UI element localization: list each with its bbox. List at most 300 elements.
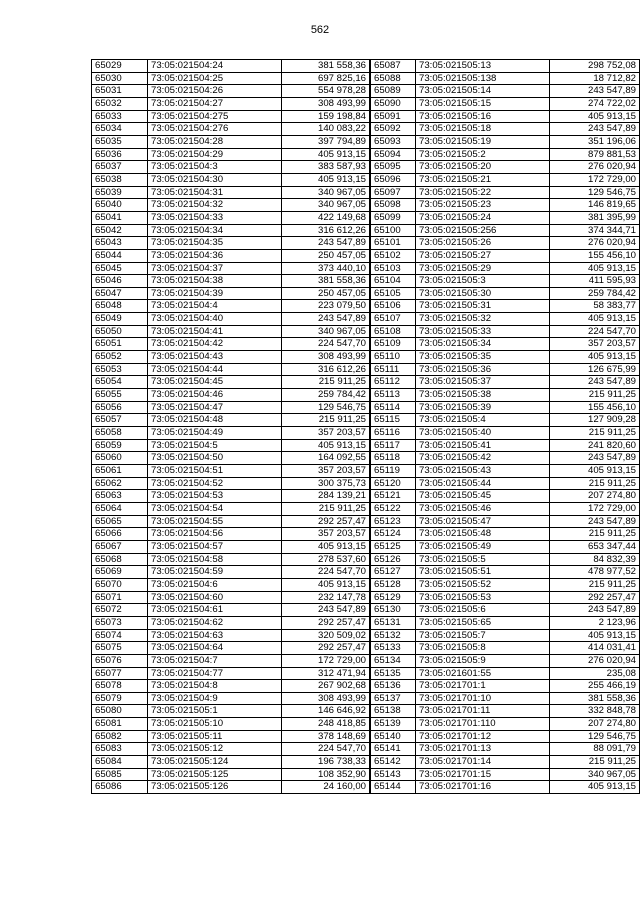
- cadastral-number: 73:05:021504:26: [148, 85, 282, 98]
- table-row: [371, 490, 640, 503]
- table-row: [371, 325, 640, 338]
- cadastral-number: 73:05:021505:33: [416, 325, 550, 338]
- cadastral-number: 73:05:021505:34: [416, 338, 550, 351]
- cadastral-value: 248 418,85: [282, 718, 370, 731]
- cadastral-value: 224 547,70: [282, 338, 370, 351]
- row-number: 65128: [371, 578, 416, 591]
- cadastral-number: 73:05:021504:35: [148, 237, 282, 250]
- cadastral-value: 243 547,89: [550, 123, 640, 136]
- cadastral-value: 243 547,89: [282, 604, 370, 617]
- table-row: [92, 287, 370, 300]
- cadastral-value: 24 160,00: [282, 781, 370, 794]
- cadastral-number: 73:05:021505:45: [416, 490, 550, 503]
- cadastral-number: 73:05:021504:6: [148, 578, 282, 591]
- cadastral-value: 554 978,28: [282, 85, 370, 98]
- table-row: [92, 249, 370, 262]
- cadastral-number: 73:05:021505:6: [416, 604, 550, 617]
- cadastral-number: 73:05:021504:3: [148, 161, 282, 174]
- row-number: 65079: [92, 692, 148, 705]
- table-row: [371, 604, 640, 617]
- cadastral-value: 308 493,99: [282, 97, 370, 110]
- table-row: [92, 477, 370, 490]
- row-number: 65115: [371, 414, 416, 427]
- table-row: [92, 730, 370, 743]
- row-number: 65052: [92, 351, 148, 364]
- row-number: 65060: [92, 452, 148, 465]
- row-number: 65064: [92, 502, 148, 515]
- row-number: 65059: [92, 439, 148, 452]
- row-number: 65050: [92, 325, 148, 338]
- row-number: 65029: [92, 60, 148, 73]
- cadastral-number: 73:05:021505:13: [416, 60, 550, 73]
- table-row: [371, 72, 640, 85]
- row-number: 65061: [92, 465, 148, 478]
- row-number: 65030: [92, 72, 148, 85]
- cadastral-number: 73:05:021504:64: [148, 642, 282, 655]
- table-row: [92, 756, 370, 769]
- cadastral-value: 340 967,05: [282, 186, 370, 199]
- page-number: 562: [310, 24, 330, 36]
- table-row: [371, 540, 640, 553]
- cadastral-number: 73:05:021504:29: [148, 148, 282, 161]
- cadastral-number: 73:05:021505:8: [416, 642, 550, 655]
- cadastral-value: 405 913,15: [550, 110, 640, 123]
- cadastral-number: 73:05:021504:36: [148, 249, 282, 262]
- cadastral-value: 879 881,53: [550, 148, 640, 161]
- cadastral-number: 73:05:021505:2: [416, 148, 550, 161]
- row-number: 65133: [371, 642, 416, 655]
- table-row: [92, 186, 370, 199]
- cadastral-number: 73:05:021504:48: [148, 414, 282, 427]
- table-row: [92, 502, 370, 515]
- row-number: 65067: [92, 540, 148, 553]
- row-number: 65063: [92, 490, 148, 503]
- table-row: [371, 363, 640, 376]
- cadastral-value: 250 457,05: [282, 249, 370, 262]
- row-number: 65086: [92, 781, 148, 794]
- cadastral-value: 126 675,99: [550, 363, 640, 376]
- cadastral-number: 73:05:021505:35: [416, 351, 550, 364]
- cadastral-value: 243 547,89: [550, 604, 640, 617]
- cadastral-value: 276 020,94: [550, 654, 640, 667]
- table-row: [92, 313, 370, 326]
- cadastral-number: 73:05:021505:126: [148, 781, 282, 794]
- row-number: 65088: [371, 72, 416, 85]
- cadastral-number: 73:05:021504:275: [148, 110, 282, 123]
- table-row: [371, 502, 640, 515]
- row-number: 65082: [92, 730, 148, 743]
- table-row: [92, 148, 370, 161]
- row-number: 65106: [371, 300, 416, 313]
- row-number: 65144: [371, 781, 416, 794]
- cadastral-number: 73:05:021505:38: [416, 389, 550, 402]
- cadastral-value: 129 546,75: [282, 401, 370, 414]
- row-number: 65123: [371, 515, 416, 528]
- table-row: [371, 667, 640, 680]
- cadastral-value: 243 547,89: [550, 515, 640, 528]
- table-row: [371, 705, 640, 718]
- cadastral-number: 73:05:021505:52: [416, 578, 550, 591]
- cadastral-number: 73:05:021505:36: [416, 363, 550, 376]
- cadastral-value: 215 911,25: [550, 427, 640, 440]
- cadastral-number: 73:05:021505:18: [416, 123, 550, 136]
- cadastral-value: 397 794,89: [282, 135, 370, 148]
- table-row: [371, 249, 640, 262]
- table-row: [92, 427, 370, 440]
- cadastral-number: 73:05:021505:41: [416, 439, 550, 452]
- table-row: [371, 553, 640, 566]
- table-row: [92, 452, 370, 465]
- table-row: [371, 439, 640, 452]
- table-row: [371, 654, 640, 667]
- cadastral-number: 73:05:021504:54: [148, 502, 282, 515]
- row-number: 65041: [92, 211, 148, 224]
- table-row: [92, 85, 370, 98]
- row-number: 65070: [92, 578, 148, 591]
- table-row: [371, 60, 640, 73]
- cadastral-value: 312 471,94: [282, 667, 370, 680]
- table-row: [371, 313, 640, 326]
- cadastral-number: 73:05:021504:34: [148, 224, 282, 237]
- cadastral-number: 73:05:021505:124: [148, 756, 282, 769]
- cadastral-value: 84 832,39: [550, 553, 640, 566]
- row-number: 65094: [371, 148, 416, 161]
- table-row: [92, 376, 370, 389]
- row-number: 65054: [92, 376, 148, 389]
- cadastral-number: 73:05:021504:52: [148, 477, 282, 490]
- row-number: 65073: [92, 616, 148, 629]
- table-row: [92, 743, 370, 756]
- table-row: [92, 705, 370, 718]
- cadastral-number: 73:05:021505:12: [148, 743, 282, 756]
- row-number: 65083: [92, 743, 148, 756]
- cadastral-value: 381 395,99: [550, 211, 640, 224]
- cadastral-value: 357 203,57: [282, 528, 370, 541]
- row-number: 65045: [92, 262, 148, 275]
- row-number: 65075: [92, 642, 148, 655]
- cadastral-value: 653 347,44: [550, 540, 640, 553]
- row-number: 65139: [371, 718, 416, 731]
- cadastral-value: 300 375,73: [282, 477, 370, 490]
- cadastral-value: 127 909,28: [550, 414, 640, 427]
- cadastral-number: 73:05:021504:5: [148, 439, 282, 452]
- cadastral-number: 73:05:021504:38: [148, 275, 282, 288]
- cadastral-number: 73:05:021504:43: [148, 351, 282, 364]
- cadastral-value: 223 079,50: [282, 300, 370, 313]
- cadastral-value: 207 274,80: [550, 490, 640, 503]
- cadastral-value: 298 752,08: [550, 60, 640, 73]
- cadastral-value: 276 020,94: [550, 161, 640, 174]
- table-row: [371, 477, 640, 490]
- cadastral-number: 73:05:021505:43: [416, 465, 550, 478]
- table-row: [92, 465, 370, 478]
- table-row: [92, 173, 370, 186]
- row-number: 65034: [92, 123, 148, 136]
- cadastral-value: 255 466,19: [550, 680, 640, 693]
- row-number: 65056: [92, 401, 148, 414]
- cadastral-number: 73:05:021701:12: [416, 730, 550, 743]
- table-row: [371, 186, 640, 199]
- cadastral-value: 316 612,26: [282, 224, 370, 237]
- table-row: [371, 173, 640, 186]
- table-row: [92, 566, 370, 579]
- cadastral-value: 378 148,69: [282, 730, 370, 743]
- table-row: [92, 414, 370, 427]
- table-row: [371, 616, 640, 629]
- table-row: [92, 604, 370, 617]
- table-row: [92, 692, 370, 705]
- row-number: 65051: [92, 338, 148, 351]
- table-row: [92, 161, 370, 174]
- table-row: [371, 515, 640, 528]
- row-number: 65095: [371, 161, 416, 174]
- cadastral-number: 73:05:021504:56: [148, 528, 282, 541]
- table-row: [371, 85, 640, 98]
- row-number: 65069: [92, 566, 148, 579]
- cadastral-number: 73:05:021505:44: [416, 477, 550, 490]
- cadastral-number: 73:05:021504:53: [148, 490, 282, 503]
- cadastral-number: 73:05:021505:26: [416, 237, 550, 250]
- table-row: [371, 376, 640, 389]
- cadastral-value: 373 440,10: [282, 262, 370, 275]
- table-row: [92, 718, 370, 731]
- cadastral-number: 73:05:021504:57: [148, 540, 282, 553]
- table-row: [92, 654, 370, 667]
- row-number: 65055: [92, 389, 148, 402]
- table-row: [371, 262, 640, 275]
- cadastral-number: 73:05:021504:61: [148, 604, 282, 617]
- cadastral-value: 405 913,15: [282, 578, 370, 591]
- cadastral-value: 243 547,89: [550, 85, 640, 98]
- cadastral-value: 374 344,71: [550, 224, 640, 237]
- cadastral-value: 224 547,70: [282, 566, 370, 579]
- cadastral-number: 73:05:021505:21: [416, 173, 550, 186]
- row-number: 65101: [371, 237, 416, 250]
- cadastral-number: 73:05:021505:9: [416, 654, 550, 667]
- table-row: [371, 756, 640, 769]
- row-number: 65090: [371, 97, 416, 110]
- cadastral-value: 405 913,15: [282, 148, 370, 161]
- row-number: 65132: [371, 629, 416, 642]
- table-row: [371, 148, 640, 161]
- row-number: 65124: [371, 528, 416, 541]
- cadastral-value: 207 274,80: [550, 718, 640, 731]
- table-row: [92, 680, 370, 693]
- cadastral-number: 73:05:021504:7: [148, 654, 282, 667]
- cadastral-value: 274 722,02: [550, 97, 640, 110]
- table-row: [92, 135, 370, 148]
- cadastral-value: 159 198,84: [282, 110, 370, 123]
- row-number: 65117: [371, 439, 416, 452]
- cadastral-value: 196 738,33: [282, 756, 370, 769]
- cadastral-value: 243 547,89: [550, 452, 640, 465]
- cadastral-number: 73:05:021505:37: [416, 376, 550, 389]
- table-row: [371, 237, 640, 250]
- row-number: 65138: [371, 705, 416, 718]
- row-number: 65135: [371, 667, 416, 680]
- table-row: [371, 338, 640, 351]
- table-row: [371, 401, 640, 414]
- cadastral-value: 215 911,25: [550, 756, 640, 769]
- cadastral-value: 316 612,26: [282, 363, 370, 376]
- table-row: [92, 275, 370, 288]
- row-number: 65046: [92, 275, 148, 288]
- table-row: [371, 768, 640, 781]
- cadastral-number: 73:05:021505:27: [416, 249, 550, 262]
- cadastral-value: 243 547,89: [282, 237, 370, 250]
- cadastral-number: 73:05:021505:47: [416, 515, 550, 528]
- cadastral-number: 73:05:021505:5: [416, 553, 550, 566]
- row-number: 65096: [371, 173, 416, 186]
- right-register-body: [371, 60, 640, 794]
- row-number: 65076: [92, 654, 148, 667]
- table-row: [92, 363, 370, 376]
- row-number: 65105: [371, 287, 416, 300]
- cadastral-value: 405 913,15: [282, 439, 370, 452]
- row-number: 65058: [92, 427, 148, 440]
- row-number: 65066: [92, 528, 148, 541]
- table-row: [92, 591, 370, 604]
- cadastral-value: 292 257,47: [282, 642, 370, 655]
- row-number: 65136: [371, 680, 416, 693]
- cadastral-number: 73:05:021504:30: [148, 173, 282, 186]
- cadastral-number: 73:05:021701:1: [416, 680, 550, 693]
- cadastral-number: 73:05:021504:44: [148, 363, 282, 376]
- cadastral-value: 278 537,60: [282, 553, 370, 566]
- cadastral-value: 292 257,47: [282, 515, 370, 528]
- cadastral-number: 73:05:021504:62: [148, 616, 282, 629]
- table-row: [371, 718, 640, 731]
- table-row: [92, 97, 370, 110]
- cadastral-value: 215 911,25: [282, 502, 370, 515]
- cadastral-value: 215 911,25: [550, 477, 640, 490]
- row-number: 65126: [371, 553, 416, 566]
- cadastral-value: 243 547,89: [282, 313, 370, 326]
- row-number: 65037: [92, 161, 148, 174]
- row-number: 65047: [92, 287, 148, 300]
- cadastral-value: 88 091,79: [550, 743, 640, 756]
- cadastral-number: 73:05:021505:51: [416, 566, 550, 579]
- cadastral-number: 73:05:021504:39: [148, 287, 282, 300]
- cadastral-value: 422 149,68: [282, 211, 370, 224]
- row-number: 65044: [92, 249, 148, 262]
- row-number: 65127: [371, 566, 416, 579]
- row-number: 65107: [371, 313, 416, 326]
- cadastral-value: 146 646,92: [282, 705, 370, 718]
- cadastral-number: 73:05:021504:33: [148, 211, 282, 224]
- row-number: 65032: [92, 97, 148, 110]
- cadastral-value: 18 712,82: [550, 72, 640, 85]
- row-number: 65074: [92, 629, 148, 642]
- table-row: [371, 566, 640, 579]
- table-row: [92, 578, 370, 591]
- row-number: 65118: [371, 452, 416, 465]
- cadastral-number: 73:05:021504:55: [148, 515, 282, 528]
- cadastral-number: 73:05:021505:14: [416, 85, 550, 98]
- cadastral-value: 215 911,25: [282, 414, 370, 427]
- cadastral-number: 73:05:021505:31: [416, 300, 550, 313]
- cadastral-value: 308 493,99: [282, 692, 370, 705]
- table-row: [371, 591, 640, 604]
- cadastral-number: 73:05:021504:25: [148, 72, 282, 85]
- table-row: [371, 427, 640, 440]
- cadastral-number: 73:05:021505:1: [148, 705, 282, 718]
- cadastral-value: 340 967,05: [282, 325, 370, 338]
- cadastral-number: 73:05:021701:11: [416, 705, 550, 718]
- row-number: 65068: [92, 553, 148, 566]
- table-row: [92, 60, 370, 73]
- cadastral-value: 478 977,52: [550, 566, 640, 579]
- cadastral-number: 73:05:021504:63: [148, 629, 282, 642]
- cadastral-value: 383 587,93: [282, 161, 370, 174]
- row-number: 65125: [371, 540, 416, 553]
- cadastral-number: 73:05:021701:110: [416, 718, 550, 731]
- row-number: 65108: [371, 325, 416, 338]
- table-row: [92, 629, 370, 642]
- table-row: [92, 199, 370, 212]
- cadastral-number: 73:05:021505:48: [416, 528, 550, 541]
- cadastral-number: 73:05:021504:45: [148, 376, 282, 389]
- cadastral-number: 73:05:021504:24: [148, 60, 282, 73]
- cadastral-value: 697 825,16: [282, 72, 370, 85]
- cadastral-number: 73:05:021505:39: [416, 401, 550, 414]
- cadastral-number: 73:05:021505:256: [416, 224, 550, 237]
- row-number: 65142: [371, 756, 416, 769]
- cadastral-value: 259 784,42: [282, 389, 370, 402]
- cadastral-value: 267 902,68: [282, 680, 370, 693]
- table-row: [92, 401, 370, 414]
- table-row: [371, 680, 640, 693]
- row-number: 65141: [371, 743, 416, 756]
- cadastral-number: 73:05:021504:37: [148, 262, 282, 275]
- cadastral-value: 215 911,25: [550, 528, 640, 541]
- cadastral-number: 73:05:021505:65: [416, 616, 550, 629]
- row-number: 65077: [92, 667, 148, 680]
- cadastral-value: 357 203,57: [550, 338, 640, 351]
- cadastral-value: 284 139,21: [282, 490, 370, 503]
- cadastral-value: 405 913,15: [550, 262, 640, 275]
- cadastral-value: 155 456,10: [550, 401, 640, 414]
- row-number: 65033: [92, 110, 148, 123]
- table-row: [92, 553, 370, 566]
- table-row: [371, 781, 640, 794]
- cadastral-number: 73:05:021505:20: [416, 161, 550, 174]
- cadastral-number: 73:05:021504:47: [148, 401, 282, 414]
- right-register-table: [370, 59, 640, 794]
- cadastral-value: 332 848,78: [550, 705, 640, 718]
- row-number: 65111: [371, 363, 416, 376]
- cadastral-number: 73:05:021505:23: [416, 199, 550, 212]
- cadastral-value: 140 083,22: [282, 123, 370, 136]
- table-row: [92, 211, 370, 224]
- row-number: 65113: [371, 389, 416, 402]
- cadastral-value: 235,08: [550, 667, 640, 680]
- table-row: [371, 743, 640, 756]
- table-row: [92, 642, 370, 655]
- table-row: [92, 262, 370, 275]
- row-number: 65097: [371, 186, 416, 199]
- cadastral-value: 405 913,15: [550, 351, 640, 364]
- cadastral-value: 405 913,15: [282, 540, 370, 553]
- row-number: 65114: [371, 401, 416, 414]
- table-row: [92, 300, 370, 313]
- table-row: [371, 578, 640, 591]
- row-number: 65121: [371, 490, 416, 503]
- cadastral-value: 414 031,41: [550, 642, 640, 655]
- cadastral-number: 73:05:021504:50: [148, 452, 282, 465]
- cadastral-number: 73:05:021701:16: [416, 781, 550, 794]
- cadastral-number: 73:05:021504:42: [148, 338, 282, 351]
